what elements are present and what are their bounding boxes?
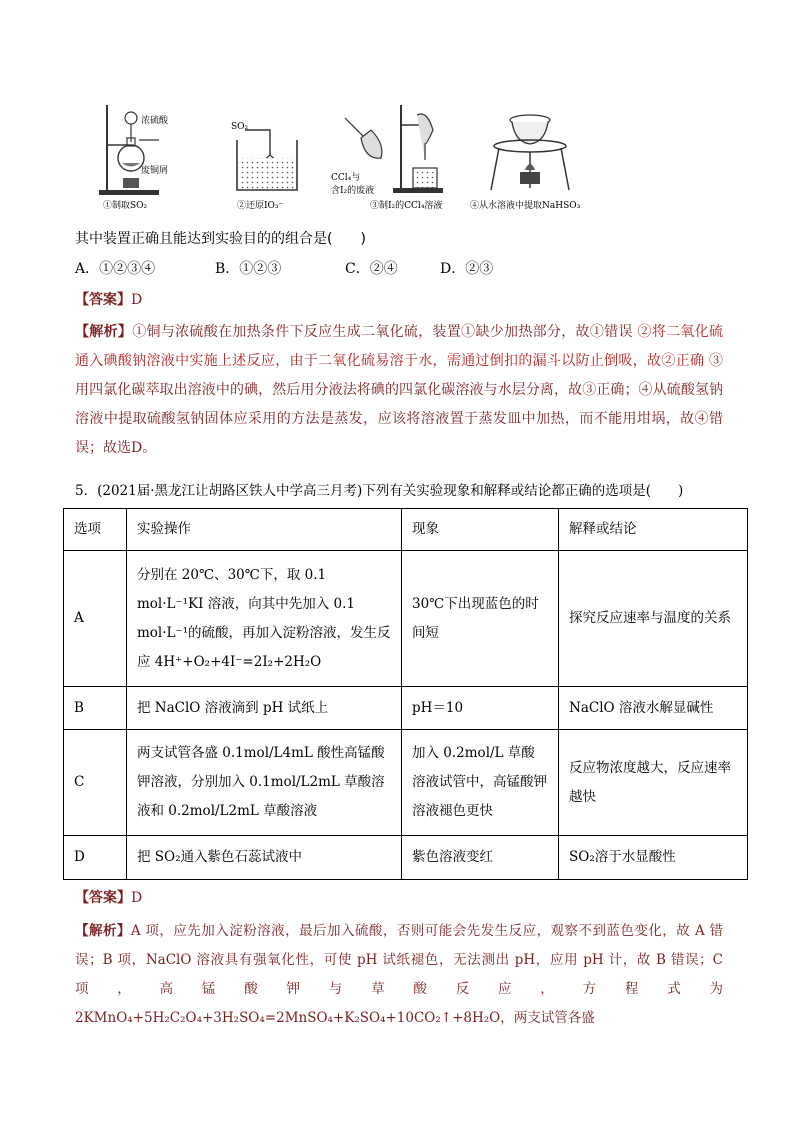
table-row <box>64 687 748 730</box>
figure-3-label-1: CCl₄与 <box>331 173 361 183</box>
header-conclusion: 解释或结论 <box>559 509 748 551</box>
row-c-operation: 两支试管各盛 0.1mol/L4mL 酸性高锰酸钾溶液，分别加入 0.1mol/L2mL 草酸溶液和 0.2mol/L2mL 草酸溶液 <box>127 730 402 836</box>
q4-analysis-part-1: ①铜与浓硫酸在加热条件下反应生成二氧化硫，装置①缺少加热部分，故①错误 <box>132 324 633 340</box>
figure-2-caption: ②还原IO₃⁻ <box>237 201 284 211</box>
table-row <box>64 730 748 836</box>
row-c-option: C <box>64 730 127 836</box>
q4-answer-value: D <box>131 292 143 308</box>
q4-option-a: A．①②③④ <box>75 261 156 277</box>
q5-answer-label: 【答案】 <box>75 890 131 906</box>
row-c-phenomenon: 加入 0.2mol/L 草酸溶液试管中，高锰酸钾溶液褪色更快 <box>402 730 559 836</box>
figure-1-caption: ①制取SO₂ <box>103 201 148 211</box>
q4-stem: 其中装置正确且能达到实验目的的组合是( ) <box>75 231 366 247</box>
row-d-phenomenon: 紫色溶液变红 <box>402 836 559 880</box>
row-a-conclusion: 探究反应速率与温度的关系 <box>559 551 748 687</box>
row-b-option: B <box>64 687 127 730</box>
table-row <box>64 551 748 687</box>
row-b-conclusion: NaClO 溶液水解显碱性 <box>559 687 748 730</box>
row-a-phenomenon: 30℃下出现蓝色的时间短 <box>402 551 559 687</box>
q4-analysis-label: 【解析】 <box>75 324 133 340</box>
q4-analysis <box>75 318 723 463</box>
figure-1-label-1: 浓硫酸 <box>141 116 169 126</box>
figure-3-label-2: 含I₂的废液 <box>331 186 375 196</box>
figure-3-caption: ③制I₂的CCl₄溶液 <box>370 201 443 211</box>
row-b-operation: 把 NaClO 溶液滴到 pH 试纸上 <box>127 687 402 730</box>
row-b-phenomenon: pH＝10 <box>402 687 559 730</box>
q5-table <box>63 508 748 880</box>
q4-analysis-part-3: ③用四氯化碳萃取出溶液中的碘，然后用分液法将碘的四氯化碳溶液与水层分离，故③正确；④从硫酸氢钠溶液中提取硫酸氢钠固体应采用的方法是蒸发，应该将溶液置于蒸发皿中加热，而不能用坩埚，故④错误；故选D。 <box>75 353 724 456</box>
q4-option-b: B．①②③ <box>215 261 282 277</box>
row-d-operation: 把 SO₂通入紫色石蕊试液中 <box>127 836 402 880</box>
q4-analysis-part-2: ②将二氧化硫通入碘酸钠溶液中实施上述反应，由于二氧化硫易溶于水，需通过倒扣的漏斗以防止倒吸，故②正确 <box>75 324 724 369</box>
row-a-operation: 分别在 20℃、30℃下，取 0.1 mol·L⁻¹KI 溶液，向其中先加入 0.1 mol·L⁻¹的硫酸，再加入淀粉溶液，发生反应 4H⁺+O₂+4I⁻=2I₂+2H₂O <box>127 551 402 687</box>
crucible-tripod-icon <box>485 100 575 200</box>
table-row <box>64 836 748 880</box>
q4-answer <box>75 290 142 310</box>
q4-options <box>75 259 493 279</box>
figure-2-label-1: SO₂ <box>231 122 249 132</box>
q5-analysis-label: 【解析】 <box>75 923 131 939</box>
figure-3-apparatus <box>331 100 445 211</box>
figure-4-apparatus <box>470 100 581 211</box>
q4-option-d: D．②③ <box>440 261 494 277</box>
figure-1-label-2: 废铜屑 <box>141 166 169 176</box>
row-d-conclusion: SO₂溶于水显酸性 <box>559 836 748 880</box>
row-d-option: D <box>64 836 127 880</box>
q5-answer <box>75 888 142 908</box>
header-operation: 实验操作 <box>127 509 402 551</box>
row-a-option: A <box>64 551 127 687</box>
q5-stem: 5．(2021届·黑龙江让胡路区铁人中学高三月考)下列有关实验现象和解释或结论都正确的选项是( ) <box>75 483 684 499</box>
header-option: 选项 <box>64 509 127 551</box>
figure-2-apparatus <box>225 100 305 211</box>
q4-option-c: C．②④ <box>345 261 398 277</box>
row-c-conclusion: 反应物浓度越大，反应速率越快 <box>559 730 748 836</box>
figure-1-apparatus <box>95 100 195 211</box>
figure-4-caption: ④从水溶液中提取NaHSO₃ <box>470 201 581 211</box>
beaker-funnel-icon <box>225 100 305 200</box>
header-phenomenon: 现象 <box>402 509 559 551</box>
q4-answer-label: 【答案】 <box>75 292 131 308</box>
q5-answer-value: D <box>131 890 143 906</box>
table-header-row <box>64 509 748 551</box>
q5-analysis-text: A 项，应先加入淀粉溶液，最后加入硫酸，否则可能会先发生反应，观察不到蓝色变化，故 A 错误；B 项，NaClO 溶液具有强氧化性，可使 pH 试纸褪色，无法测出 pH，应用 pH 计，故 B 错误；C 项，高锰酸钾与草酸反应，方程式为 2KMnO₄+5H₂C₂O₄+3H₂SO₄=2MnSO₄+K₂SO₄+10CO₂↑+8H₂O，两支试管各盛 <box>75 923 724 1026</box>
q5-analysis <box>75 917 723 1033</box>
